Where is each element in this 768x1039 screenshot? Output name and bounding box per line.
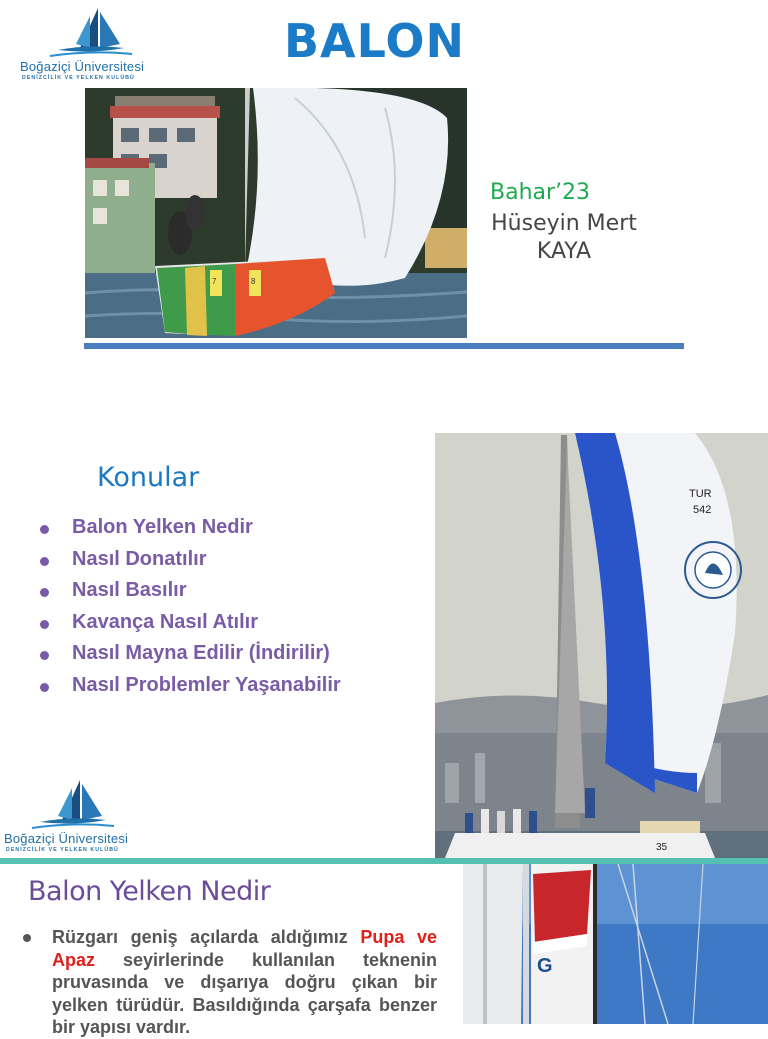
topic-label: Nasıl Donatılır xyxy=(72,547,207,570)
sailboat-logo-icon xyxy=(20,4,152,60)
list-item xyxy=(40,579,341,611)
topics-heading: Konular xyxy=(97,462,200,493)
topic-label: Nasıl Basılır xyxy=(72,579,187,601)
section-heading: Balon Yelken Nedir xyxy=(28,876,271,907)
logo-line1: Boğaziçi Üniversitesi xyxy=(20,59,145,74)
bullet-icon xyxy=(40,525,49,534)
author-first-name: Hüseyin Mert xyxy=(491,211,637,236)
logo-line1: Boğaziçi Üniversitesi xyxy=(4,831,129,846)
sail-number-left: 7 xyxy=(212,277,217,286)
author-last-name: KAYA xyxy=(536,239,592,264)
topics-list xyxy=(40,516,341,705)
sail-id-country: TUR xyxy=(689,488,712,500)
bullet-icon xyxy=(40,683,49,692)
mast-photo xyxy=(463,864,768,1024)
title-photo xyxy=(85,88,467,338)
bullet-icon xyxy=(23,934,31,942)
club-logo xyxy=(20,4,152,84)
sailboat-spinnaker-photo-icon xyxy=(435,433,768,858)
topic-label: Nasıl Problemler Yaşanabilir xyxy=(72,673,341,696)
list-item xyxy=(40,516,341,548)
list-item xyxy=(40,548,341,580)
bullet-icon xyxy=(40,651,49,660)
hull-number: 35 xyxy=(656,842,668,853)
sail-number-right: 8 xyxy=(251,277,256,286)
definition-paragraph xyxy=(23,926,437,1039)
club-logo-small xyxy=(2,776,134,856)
definition-text-2: seyirlerinde kullanılan teknenin pruvasında ve dışarıya doğru çıkan bir yelken türüdür. Basıldığında çarşafa benzer bir yapısı vardır. xyxy=(52,949,437,1037)
term-label: Bahar’23 xyxy=(490,180,591,205)
logo-line2: DENİZCİLİK VE YELKEN KULÜBÜ xyxy=(6,847,119,853)
topic-label: Balon Yelken Nedir xyxy=(72,516,253,538)
bullet-icon xyxy=(40,557,49,566)
bullet-icon xyxy=(40,588,49,597)
topic-label: Nasıl Mayna Edilir (İndirilir) xyxy=(72,642,330,664)
sail-letter: G xyxy=(537,955,553,977)
topic-label: Kavança Nasıl Atılır xyxy=(72,610,259,633)
bullet-icon xyxy=(40,620,49,629)
list-item xyxy=(40,674,341,706)
logo-line2: DENİZCİLİK VE YELKEN KULÜBÜ xyxy=(22,75,135,81)
list-item xyxy=(40,611,341,643)
definition-text-1: Rüzgarı geniş açılarda aldığımız xyxy=(52,927,361,947)
list-item xyxy=(40,642,341,674)
topics-photo xyxy=(435,433,768,858)
mast-sails-photo-icon xyxy=(463,864,768,1024)
sail-id-number: 542 xyxy=(693,504,712,516)
sailboat-logo-icon xyxy=(2,776,134,832)
sailboat-gennaker-photo-icon xyxy=(85,88,467,338)
page-title: BALON xyxy=(284,14,465,68)
definition-highlight: Pupa ve Apaz xyxy=(52,927,437,970)
title-underline xyxy=(84,343,684,349)
